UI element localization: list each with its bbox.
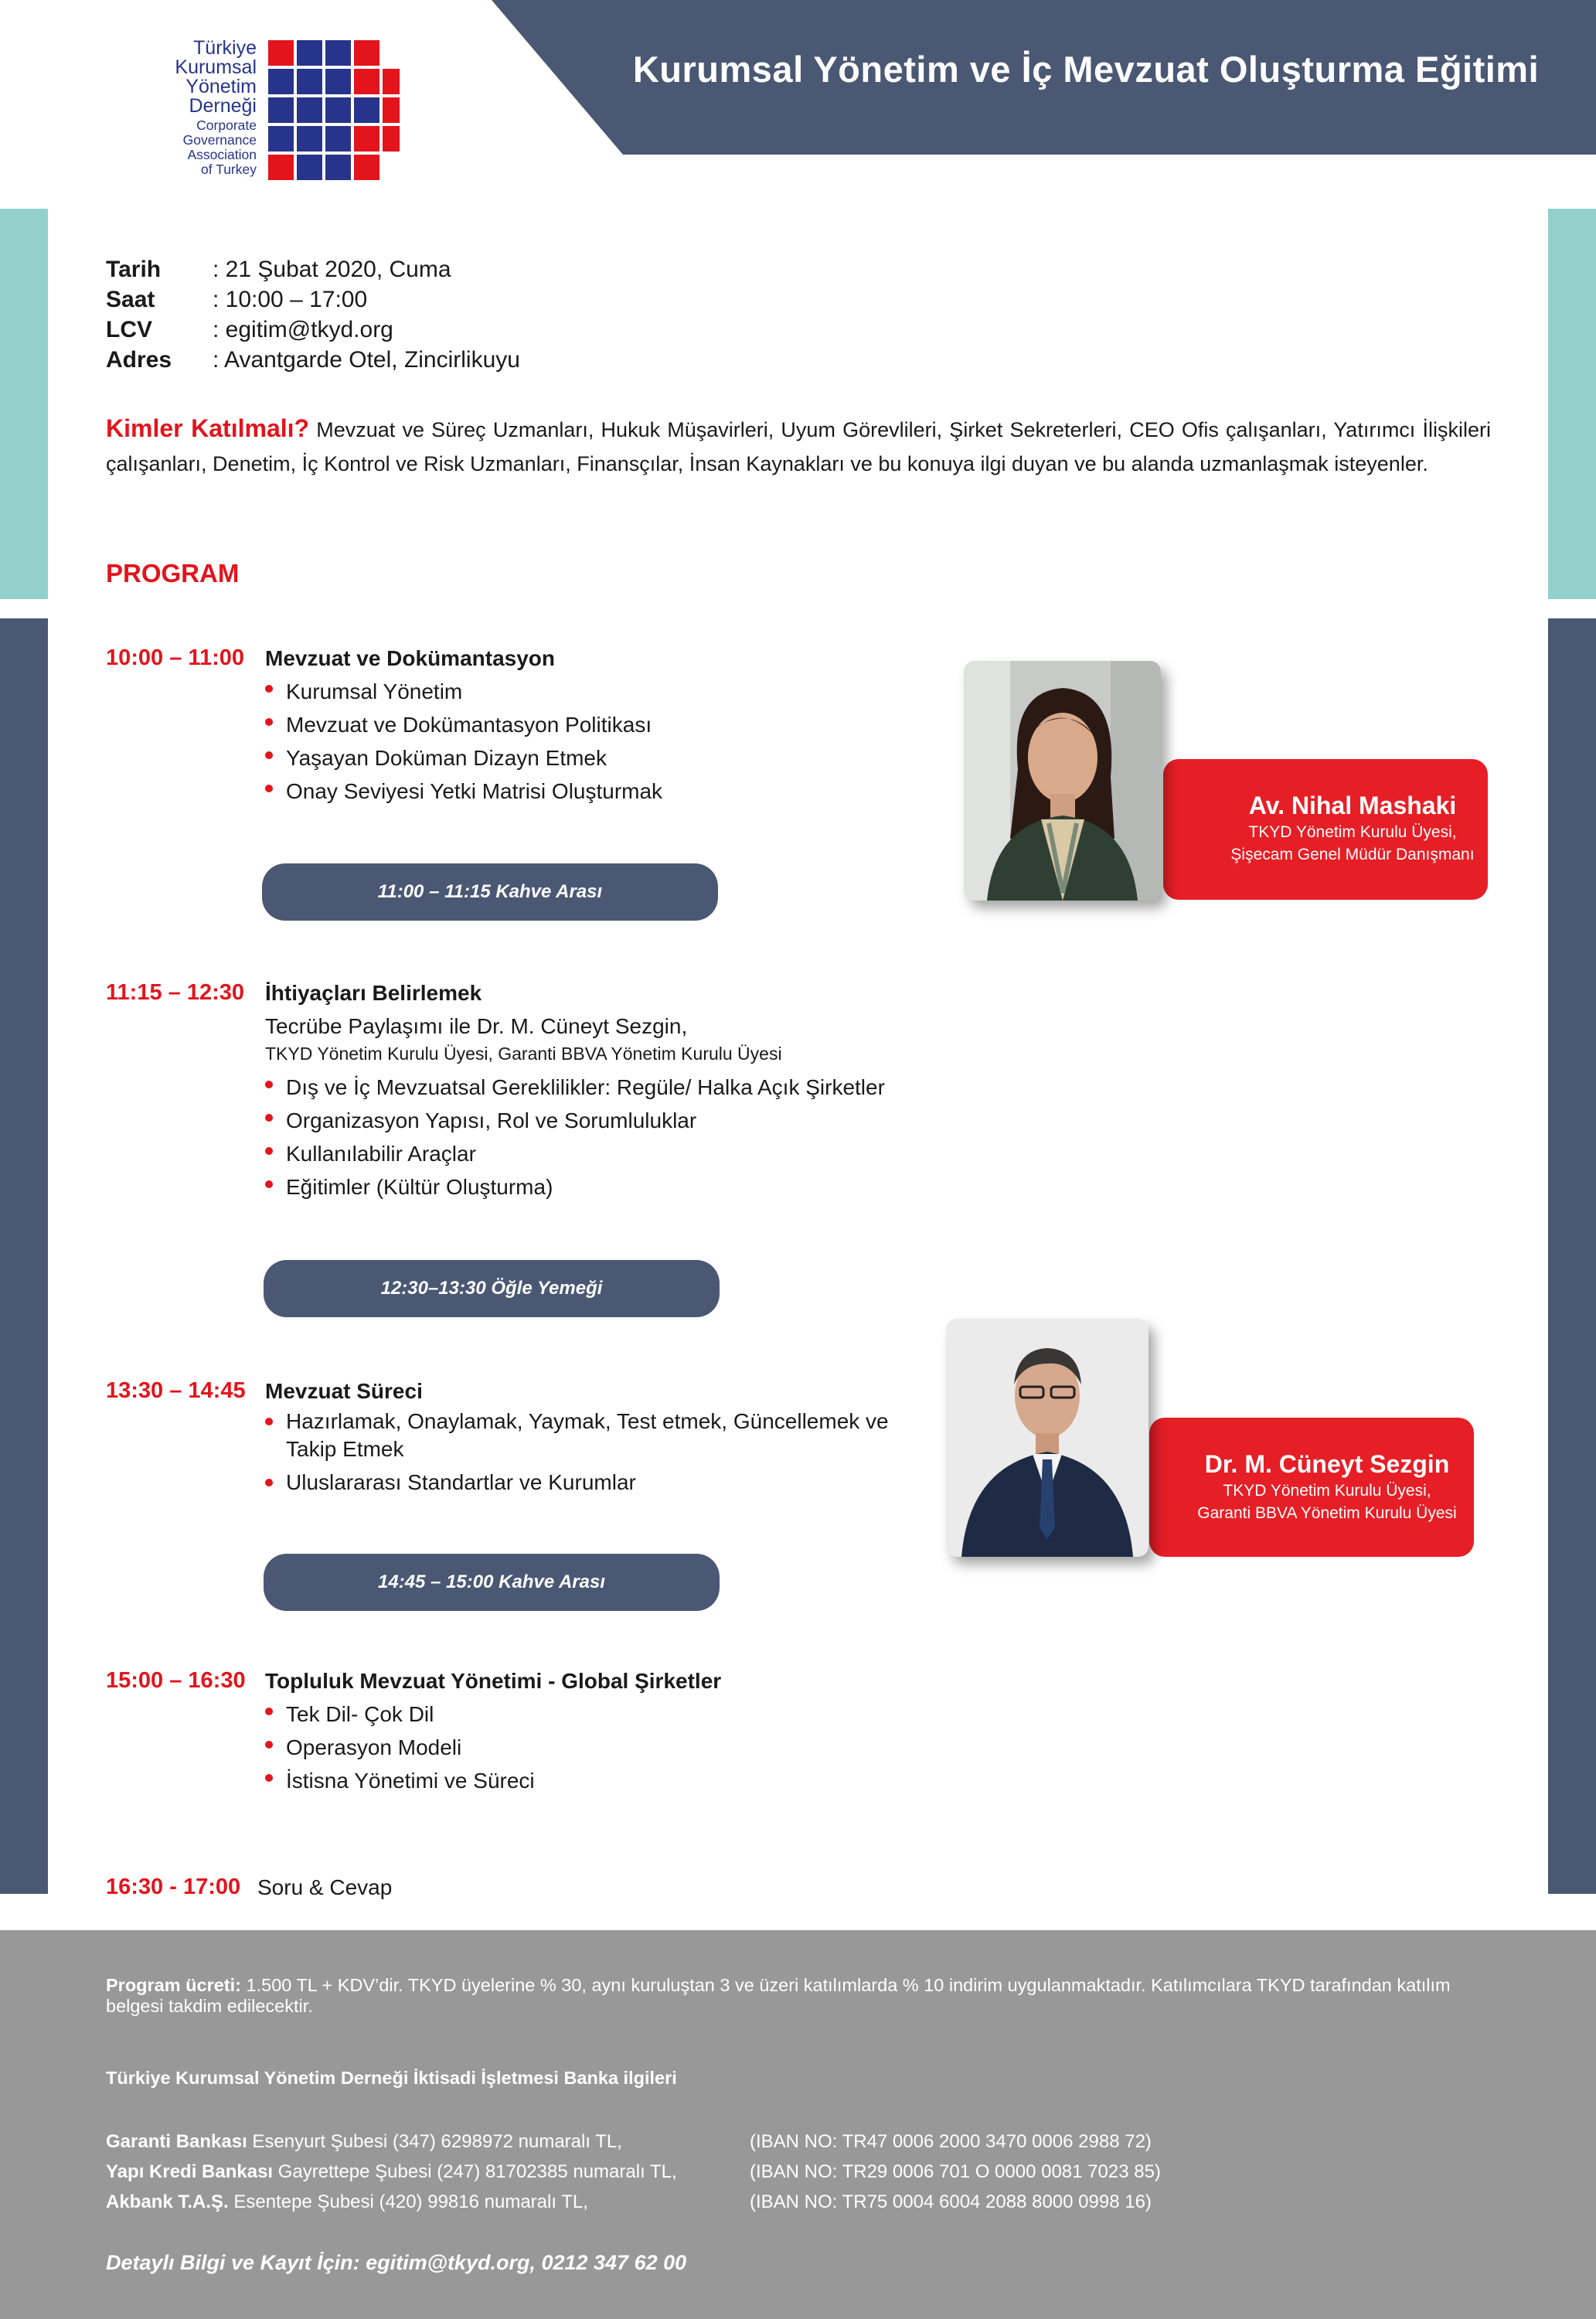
logo-en-line: Association [187, 147, 257, 162]
speaker-role: Şişecam Genel Müdür Danışmanı [1230, 846, 1475, 863]
speaker-name: Av. Nihal Mashaki [1248, 792, 1457, 819]
logo-cell [383, 126, 400, 152]
bank-iban: (IBAN NO: TR47 0006 2000 3470 0006 2988 72) [750, 2131, 1152, 2152]
info-label: Tarih [106, 257, 162, 282]
bank-row [106, 2131, 622, 2153]
speaker-role: TKYD Yönetim Kurulu Üyesi, [1248, 823, 1457, 841]
portrait-woman-icon [964, 661, 1161, 901]
info-value: : Avantgarde Otel, Zincirlikuyu [213, 347, 520, 373]
session-title: İhtiyaçları Belirlemek [265, 981, 482, 1005]
topic-item: Onay Seviyesi Yetki Matrisi Oluşturmak [265, 775, 945, 808]
logo-cell [268, 69, 294, 94]
session-time: 16:30 - 17:00 [106, 1875, 241, 1899]
session-title: Mevzuat ve Dokümantasyon [265, 646, 555, 670]
speaker-role: TKYD Yönetim Kurulu Üyesi, [1223, 1482, 1431, 1500]
logo-cell [325, 40, 351, 66]
speaker-role: Garanti BBVA Yönetim Kurulu Üyesi [1197, 1504, 1457, 1522]
bank-heading: Türkiye Kurumsal Yönetim Derneği İktisadi İşletmesi Banka ilgileri [106, 2068, 677, 2088]
session-subtitle: Tecrübe Paylaşımı ile Dr. M. Cüneyt Sezgin, [265, 1014, 688, 1038]
logo-cell [297, 97, 322, 123]
logo-cell [354, 97, 379, 123]
speaker-photo [964, 661, 1161, 901]
info-label: Adres [106, 347, 172, 373]
info-label: LCV [106, 317, 152, 342]
speaker-card [1149, 1418, 1474, 1557]
bank-branch: Esentepe Şubesi (420) 99816 numaralı TL, [233, 2191, 588, 2212]
right-teal-bar [1548, 209, 1596, 599]
session-subnote: TKYD Yönetim Kurulu Üyesi, Garanti BBVA Yönetim Kurulu Üyesi [265, 1044, 782, 1064]
session-topics [265, 1408, 930, 1497]
break-pill: 12:30–13:30 Öğle Yemeği [264, 1260, 720, 1317]
contact-line[interactable]: Detaylı Bilgi ve Kayıt İçin: egitim@tkyd.org, 0212 347 62 00 [106, 2251, 687, 2274]
session-time: 11:15 – 12:30 [106, 980, 244, 1005]
logo-cell [325, 155, 351, 180]
logo-cell [354, 69, 379, 94]
logo-cell [325, 97, 351, 123]
logo-tr-line: Yönetim [185, 76, 257, 97]
program-heading: PROGRAM [106, 559, 240, 587]
fee-paragraph [106, 1975, 1497, 2017]
break-pill: 14:45 – 15:00 Kahve Arası [264, 1554, 720, 1611]
audience-label: Kimler Katılmalı? [106, 414, 310, 442]
logo-tr-line: Derneği [189, 95, 257, 117]
page-title: Kurumsal Yönetim ve İç Mevzuat Oluşturma Eğitimi [632, 49, 1540, 90]
topic-item: Kullanılabilir Araçlar [265, 1137, 945, 1170]
logo-en-line: Corporate [196, 117, 257, 133]
logo-cell [297, 69, 322, 94]
topic-item: Dış ve İç Mevzuatsal Gereklilikler: Regüle/ Halka Açık Şirketler [265, 1071, 945, 1104]
logo-en-line: Governance [182, 132, 257, 148]
speaker-name: Dr. M. Cüneyt Sezgin [1204, 1450, 1450, 1478]
logo-cell [297, 40, 322, 66]
audience-paragraph [106, 411, 1491, 481]
logo-wordmark [116, 39, 257, 177]
bank-row [106, 2161, 677, 2183]
topic-item: İstisna Yönetimi ve Süreci [265, 1764, 945, 1797]
session-title: Mevzuat Süreci [265, 1379, 423, 1403]
right-navy-bar [1548, 618, 1596, 1894]
logo-tr-line: Türkiye [193, 37, 257, 59]
logo-cell [354, 40, 379, 66]
bank-name: Yapı Kredi Bankası [106, 2161, 274, 2182]
portrait-man-icon [946, 1319, 1149, 1557]
bank-branch: Esenyurt Şubesi (347) 6298972 numaralı TL, [252, 2131, 622, 2152]
topic-item: Mevzuat ve Dokümantasyon Politikası [265, 708, 945, 741]
info-value: : 10:00 – 17:00 [213, 287, 368, 312]
bank-name: Akbank T.A.Ş. [106, 2191, 229, 2212]
logo-cell [268, 155, 294, 180]
topic-item: Tek Dil- Çok Dil [265, 1698, 945, 1731]
topic-item: Operasyon Modeli [265, 1731, 945, 1764]
session-topics [265, 675, 945, 808]
logo-en-line: of Turkey [201, 162, 257, 177]
session-time: 10:00 – 11:00 [106, 645, 244, 670]
audience-text: Mevzuat ve Süreç Uzmanları, Hukuk Müşavirleri, Uyum Görevlileri, Şirket Sekreterleri, CEO Ofis çalışanları, Yatırımcı İlişkileri çalışanları, Denetim, İç Kontrol ve Risk Uzmanları, Finansçılar, İnsan Kaynakları ve bu konuya ilgi duyan ve bu alanda uzmanlaşmak isteyenler. [106, 418, 1491, 475]
logo-cell [268, 126, 294, 152]
logo-cell [383, 97, 400, 123]
fee-text: 1.500 TL + KDV’dir. TKYD üyelerine % 30, aynı kuruluştan 3 ve üzeri katılımlarda % 10 indirim uygulanmaktadır. Katılımcılara TKYD tarafından katılım belgesi takdim edilecektir. [106, 1975, 1451, 2016]
session-topics [265, 1698, 945, 1797]
speaker-photo [946, 1319, 1149, 1557]
logo-cell [268, 40, 294, 66]
topic-item: Kurumsal Yönetim [265, 675, 945, 708]
session-time: 15:00 – 16:30 [106, 1668, 246, 1693]
bank-iban: (IBAN NO: TR75 0004 6004 2088 8000 0998 16) [750, 2191, 1152, 2212]
info-value: : 21 Şubat 2020, Cuma [213, 257, 451, 282]
speaker-card [1163, 759, 1488, 900]
topic-item: Hazırlamak, Onaylamak, Yaymak, Test etmek, Güncellemek ve Takip Etmek [265, 1408, 930, 1463]
logo-cell [325, 69, 351, 94]
logo-grid-icon [268, 39, 400, 186]
logo-cell [268, 97, 294, 123]
logo-cell [383, 69, 400, 94]
left-teal-bar [0, 209, 48, 599]
info-value[interactable]: : egitim@tkyd.org [213, 317, 393, 342]
footer [0, 1930, 1596, 2319]
bank-name: Garanti Bankası [106, 2131, 247, 2152]
info-label: Saat [106, 287, 155, 312]
bank-branch: Gayrettepe Şubesi (247) 81702385 numaralı TL, [277, 2161, 677, 2182]
logo-cell [297, 155, 322, 180]
logo-cell [354, 126, 379, 152]
session-title: Topluluk Mevzuat Yönetimi - Global Şirketler [265, 1669, 722, 1693]
logo-cell [354, 155, 379, 180]
session-title: Soru & Cevap [257, 1875, 393, 1899]
topic-item: Organizasyon Yapısı, Rol ve Sorumluluklar [265, 1104, 945, 1137]
break-pill: 11:00 – 11:15 Kahve Arası [262, 863, 718, 921]
bank-iban: (IBAN NO: TR29 0006 701 O 0000 0081 7023 85) [750, 2161, 1161, 2182]
session-topics [265, 1071, 945, 1204]
session-time: 13:30 – 14:45 [106, 1378, 246, 1403]
logo-tr-line: Kurumsal [175, 56, 257, 78]
logo-cell [297, 126, 322, 152]
logo-cell [325, 126, 351, 152]
left-navy-bar [0, 618, 48, 1894]
topic-item: Yaşayan Doküman Dizayn Etmek [265, 741, 945, 775]
bank-row [106, 2191, 588, 2213]
topic-item: Eğitimler (Kültür Oluşturma) [265, 1170, 945, 1204]
topic-item: Uluslararası Standartlar ve Kurumlar [265, 1469, 930, 1497]
fee-label: Program ücreti: [106, 1975, 241, 1995]
